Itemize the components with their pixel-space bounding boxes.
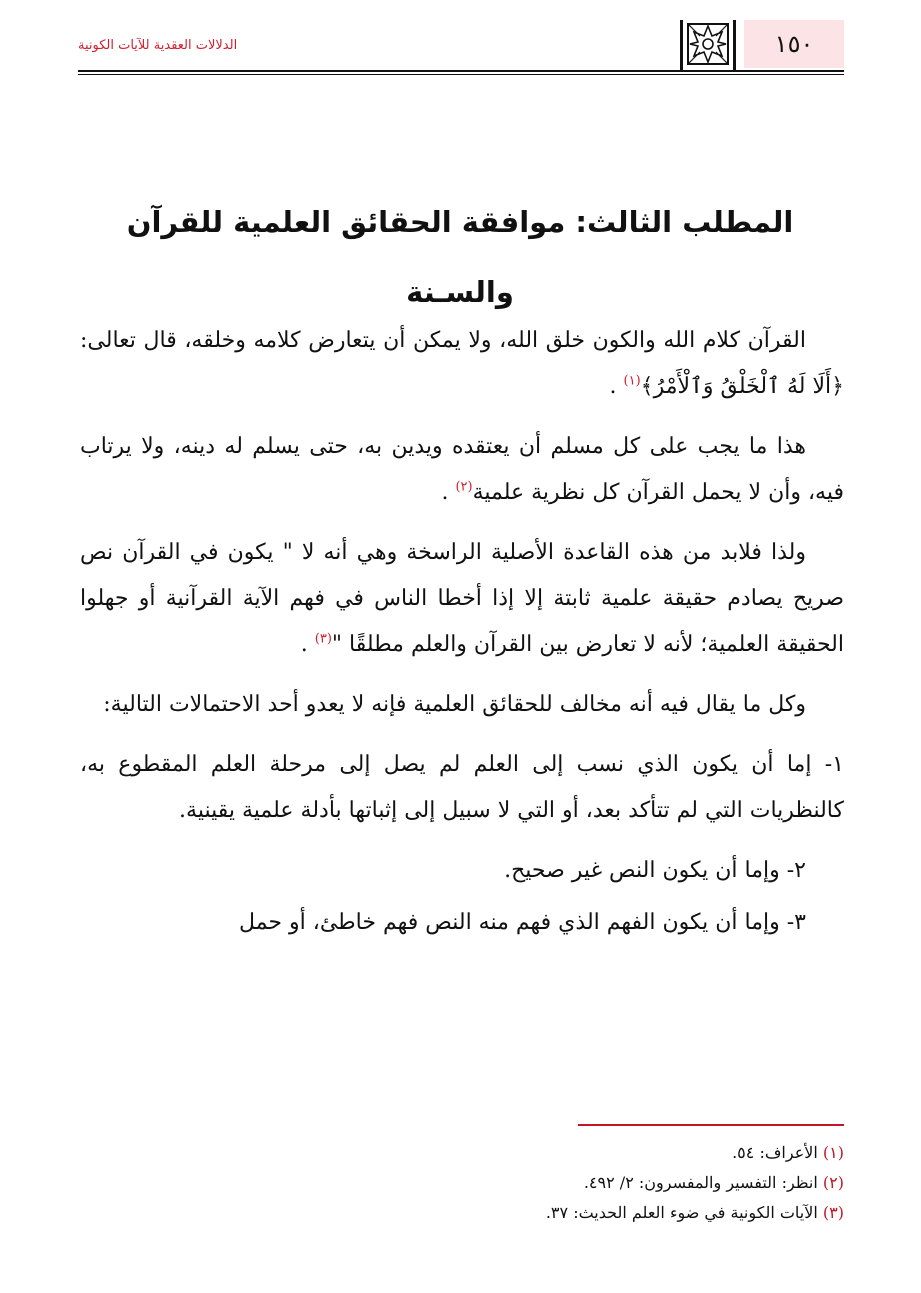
footnote-ref-3: (٣) [314,631,332,647]
paragraph-3-end: . [300,632,308,657]
footnote-1 [300,1138,844,1168]
paragraph-1 [80,318,844,410]
list-item-2 [80,848,844,894]
geometric-star-ornament-icon [686,22,730,66]
paragraph-2 [80,424,844,516]
list-item-1 [80,742,844,834]
list-item-3-text: ٣- وإما أن يكون الفهم الذي فهم منه النص فهم خاطئ، أو حمل [239,910,806,935]
ornament-right-bar [733,20,736,70]
footnote-3 [300,1198,844,1228]
footnote-2-number: (٢) [822,1173,844,1192]
footnote-1-number: (١) [822,1143,844,1162]
paragraph-3-text: ولذا فلابد من هذه القاعدة الأصلية الراسخة وهي أنه لا " يكون في القرآن نص صريح يصادم حقيقة علمية ثابتة إلا إذا أخطا الناس في فهم الآية القرآنية أو جهلوا الحقيقة العلمية؛ لأنه لا تعارض بين القرآن والعلم مطلقًا " [80,540,844,657]
page-header [78,20,844,68]
section-title: المطلب الثالث: موافقة الحقائق العلمية للقرآن والسـنة [126,205,794,310]
running-book-title: الدلالات العقدية للآيات الكونية [78,38,238,53]
list-item-1-text: ١- إما أن يكون الذي نسب إلى العلم لم يصل إلى مرحلة العلم المقطوع به، كالنظريات التي لم تتأكد بعد، أو التي لا سبيل إلى إثباتها بأدلة علمية يقينية. [80,752,844,823]
list-item-3 [80,900,844,946]
footnote-3-text: الآيات الكونية في ضوء العلم الحديث: ٣٧. [545,1203,818,1222]
footnote-2-text: انظر: التفسير والمفسرون: ٢/ ٤٩٢. [583,1173,818,1192]
list-item-2-text: ٢- وإما أن يكون النص غير صحيح. [504,858,806,883]
paragraph-2-end: . [441,480,449,505]
header-rule-thin [78,74,844,75]
footnote-separator [578,1124,844,1126]
footnote-ref-1: (١) [623,373,641,389]
footnote-1-text: الأعراف: ٥٤. [732,1143,818,1162]
footnote-3-number: (٣) [822,1203,844,1222]
footnotes [300,1138,844,1228]
paragraph-4-text: وكل ما يقال فيه أنه مخالف للحقائق العلمية فإنه لا يعدو أحد الاحتمالات التالية: [103,692,806,717]
paragraph-1-end: . [609,374,617,399]
ornament-left-bar [680,20,683,70]
paragraph-3 [80,530,844,668]
body-text [80,318,844,952]
paragraph-2-text: هذا ما يجب على كل مسلم أن يعتقده ويدين به، حتى يسلم له دينه، ولا يرتاب فيه، وأن لا يحمل القرآن كل نظرية علمية [80,434,844,505]
quran-verse: ﴿أَلَا لَهُ ٱلْخَلْقُ وَٱلْأَمْرُ﴾ [640,374,844,399]
header-rule-thick [78,70,844,72]
paragraph-4 [80,682,844,728]
footnote-2 [300,1168,844,1198]
page-number: ١٥٠ [744,20,844,68]
paragraph-1-text: القرآن كلام الله والكون خلق الله، ولا يمكن أن يتعارض كلامه وخلقه، قال تعالى: [80,328,806,353]
footnote-ref-2: (٢) [455,479,473,495]
